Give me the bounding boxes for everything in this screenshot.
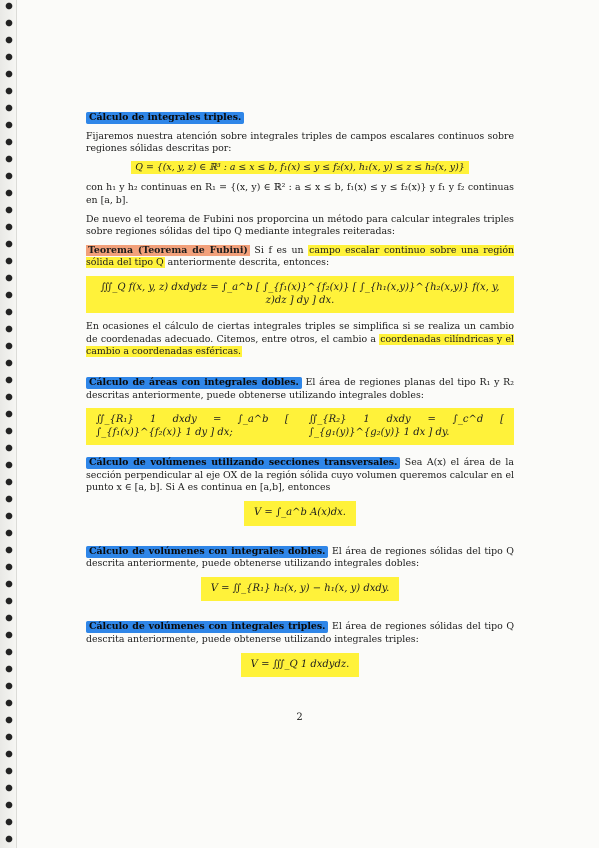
area-r2-formula: ∬_{R₂} 1 dxdy = ∫_c^d [ ∫_{g₁(y)}^{g₂(y)} 1 dx ] dy. (299, 408, 514, 445)
volumes-sections-text: Sea A(x) el área de la sección perpendicular al eje OX de la región sólida cuyo volumen queremos calcular en el punto x ∈ [a, b]. Si A es continua en [a,b], entonces (86, 457, 514, 494)
volume-triple-equation (86, 653, 514, 678)
paragraph-coordinate-change (86, 321, 514, 359)
document-body (86, 112, 514, 685)
change-highlight: coordenadas cilíndricas y el cambio a coordenadas esféricas. (86, 333, 514, 358)
page-number: 2 (296, 712, 303, 723)
volume-triple-formula: V = ∭_Q 1 dxdydz. (241, 653, 360, 678)
paragraph-fubini: De nuevo el teorema de Fubini nos proporcina un método para calcular integrales triples sobre regiones sólidas del tipo Q mediante integrales reiteradas: (86, 213, 514, 238)
paragraph-volumes-sections (86, 457, 514, 495)
fubini-formula: ∭_Q f(x, y, z) dxdydz = ∫_a^b [ ∫_{f₁(x)}^{f₂(x)} [ ∫_{h₁(x,y)}^{h₂(x,y)} f(x, y, z)dz ] dy ] dx. (86, 276, 514, 313)
volumes-triple-text: El área de regiones sólidas del tipo Q descrita anteriormente, puede obtenerse utilizando integrales triples: (86, 621, 515, 646)
paragraph-intro: Fijaremos nuestra atención sobre integrales triples de campos escalares continuos sobre regiones sólidas descritas por: (86, 130, 514, 155)
volumes-sections-heading: Cálculo de volúmenes utilizando secciones transversales. (86, 457, 400, 469)
area-r1-formula: ∬_{R₁} 1 dxdy = ∫_a^b [ ∫_{f₁(x)}^{f₂(x)} 1 dy ] dx; (86, 408, 299, 445)
paragraph-volumes-triple (86, 621, 514, 646)
volume-double-equation (86, 577, 514, 602)
theorem-pre: Si f es un (249, 244, 309, 256)
heading-highlight: Cálculo de integrales triples. (86, 112, 244, 124)
change-pre: En ocasiones el cálculo de ciertas integrales triples se simplifica si se realiza un cambio de coordenadas adecuado. Citemos, entre otros, el cambio a (86, 321, 514, 345)
paragraph-volumes-double (86, 546, 514, 571)
volume-sections-equation (86, 501, 514, 526)
areas-text: El área de regiones planas del tipo R₁ y R₂ descritas anteriormente, puede obtenerse utilizando integrales dobles: (86, 376, 514, 401)
theorem-highlight: campo escalar continuo sobre una región sólida del tipo Q (86, 244, 514, 269)
volumes-triple-heading: Cálculo de volúmenes con integrales triples. (86, 621, 328, 633)
paragraph-areas (86, 377, 514, 402)
paragraph-continuity: con h₁ y h₂ continuas en R₁ = {(x, y) ∈ ℝ² : a ≤ x ≤ b, f₁(x) ≤ y ≤ f₂(x)} y f₁ y f₂ continuas en [a, b]. (86, 182, 514, 206)
theorem-label: Teorema (Teorema de Fubini) (88, 244, 248, 256)
section-heading-triples (86, 112, 514, 125)
region-q-equation (86, 162, 514, 175)
areas-equations (86, 408, 514, 445)
region-q-formula: Q = {(x, y, z) ∈ ℝ³ : a ≤ x ≤ b, f₁(x) ≤ y ≤ f₂(x), h₁(x, y) ≤ z ≤ h₂(x, y)} (131, 161, 468, 174)
volumes-double-text: El área de regiones sólidas del tipo Q descrita anteriormente, puede obtenerse utilizando integrales dobles: (86, 545, 514, 570)
theorem-post: anteriormente descrita, entonces: (164, 257, 330, 269)
fubini-equation (86, 276, 514, 313)
volumes-double-heading: Cálculo de volúmenes con integrales dobles. (86, 546, 328, 558)
areas-heading: Cálculo de áreas con integrales dobles. (86, 377, 302, 389)
volume-double-formula: V = ∬_{R₁} h₂(x, y) − h₁(x, y) dxdy. (201, 577, 400, 602)
theorem-fubini (86, 245, 514, 270)
volume-sections-formula: V = ∫_a^b A(x)dx. (244, 501, 356, 526)
